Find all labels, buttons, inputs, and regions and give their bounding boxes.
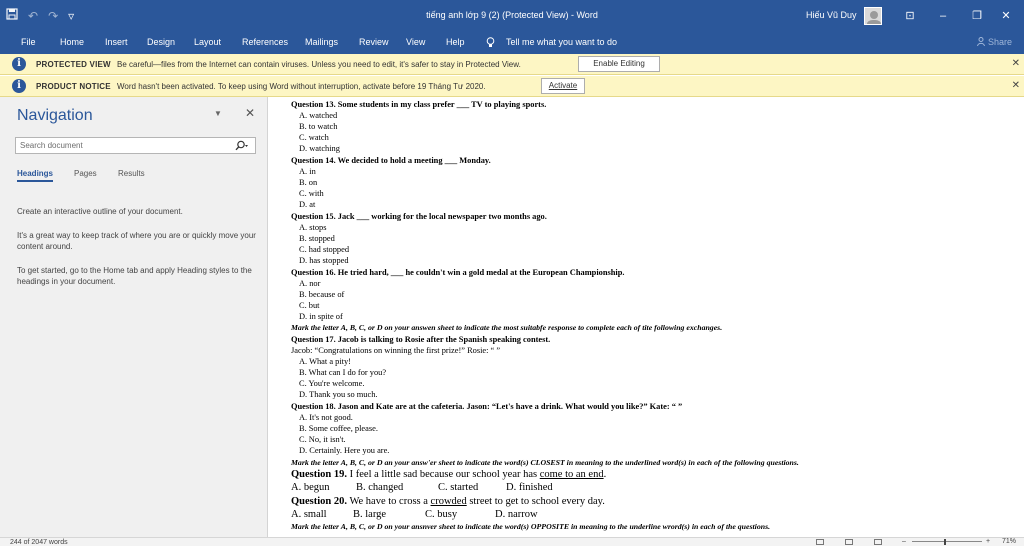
redo-icon[interactable]: ↷ xyxy=(48,8,59,23)
lightbulb-icon xyxy=(486,37,495,50)
minimize-button[interactable]: – xyxy=(939,10,947,22)
tab-mailings[interactable]: Mailings xyxy=(305,37,339,47)
enable-editing-button[interactable]: Enable Editing xyxy=(578,56,660,72)
nav-tab-headings[interactable]: Headings xyxy=(17,169,53,182)
search-input[interactable] xyxy=(15,137,256,154)
answer-options-row xyxy=(291,481,553,494)
underlined-phrase: crowded xyxy=(430,496,467,507)
zoom-out-button[interactable]: – xyxy=(902,538,906,545)
answer-option: C. busy xyxy=(425,509,458,520)
info-icon: i xyxy=(12,57,26,71)
answer-option: A. in xyxy=(299,167,316,176)
share-label: Share xyxy=(987,37,1012,47)
answer-option: B. to watch xyxy=(299,122,338,131)
question-text: street to get to school every day. xyxy=(466,496,605,507)
avatar[interactable] xyxy=(864,7,882,25)
instruction-text: Mark the letter A, B, C, or D on your answen sheet to indicate the most suitabfe response to complete each of tite following exchanges. xyxy=(291,323,723,332)
ribbon-display-options-icon[interactable]: ⊡ xyxy=(905,10,915,22)
protected-view-label: PROTECTED VIEW xyxy=(36,60,111,69)
underlined-phrase: come to an end xyxy=(539,469,604,480)
tell-me-search[interactable]: Tell me what you want to do xyxy=(506,37,618,47)
nav-title: Navigation xyxy=(17,107,93,124)
activate-button[interactable]: Activate xyxy=(541,78,585,94)
document-area[interactable] xyxy=(269,97,1024,537)
answer-option: C. You're welcome. xyxy=(299,379,365,388)
print-layout-icon[interactable] xyxy=(845,539,853,545)
answer-option: D. Certainly. Here you are. xyxy=(299,446,390,455)
ribbon-tabs xyxy=(0,32,1024,54)
share-button[interactable] xyxy=(977,37,1012,47)
read-mode-icon[interactable] xyxy=(816,539,824,545)
close-notice-icon[interactable]: ✕ xyxy=(1011,80,1020,91)
answer-option: B. Some coffee, please. xyxy=(299,424,378,433)
tab-help[interactable]: Help xyxy=(446,37,465,47)
answer-option: D. at xyxy=(299,200,316,209)
answer-option: D. has stopped xyxy=(299,256,349,265)
answer-option: C. but xyxy=(299,301,320,310)
product-notice-message: Word hasn't been activated. To keep using Word without interruption, activate before 19 Tháng Tư 2020. xyxy=(117,82,486,91)
answer-option: B. on xyxy=(299,178,318,187)
question-text: I feel a little sad because our school year has xyxy=(347,469,540,480)
undo-icon[interactable]: ↶ xyxy=(28,8,39,23)
question-15: Question 15. Jack ___ working for the local newspaper two months ago. xyxy=(291,212,547,221)
instruction-text: Mark the letter A, B, C, or D an your answ'er sheet to indicate the word(s) CLOSEST in meaning to the underlined word(s) in each of the following questions. xyxy=(291,458,799,467)
zoom-level[interactable]: 71% xyxy=(1001,538,1016,545)
search-icon[interactable] xyxy=(235,140,249,153)
question-label: Question 20. xyxy=(291,496,348,507)
close-button[interactable]: ✕ xyxy=(1001,10,1011,22)
zoom-in-button[interactable]: + xyxy=(986,538,991,545)
question-label: Question 19. xyxy=(291,469,348,480)
web-layout-icon[interactable] xyxy=(874,539,882,545)
product-notice-label: PRODUCT NOTICE xyxy=(36,82,111,91)
nav-help-text: It's a great way to keep track of where you are or quickly move your content around. xyxy=(17,231,256,251)
tab-home[interactable]: Home xyxy=(60,37,85,47)
answer-option: B. large xyxy=(353,509,387,520)
nav-help-text: Create an interactive outline of your document. xyxy=(17,207,183,216)
question-13: Question 13. Some students in my class prefer ___ TV to playing sports. xyxy=(291,100,547,109)
product-notice-bar xyxy=(0,76,1024,97)
search-placeholder: Search document xyxy=(20,141,83,150)
question-16: Question 16. He tried hard, ___ he couldn't win a gold medal at the European Championship. xyxy=(291,268,625,277)
question-text: We have to cross a xyxy=(347,496,431,507)
user-name[interactable]: Hiếu Vũ Duy xyxy=(806,10,857,20)
nav-options-icon[interactable]: ▼ xyxy=(214,109,222,118)
zoom-slider[interactable] xyxy=(912,541,982,542)
close-notice-icon[interactable]: ✕ xyxy=(1011,58,1020,69)
answer-option: D. Thank you so much. xyxy=(299,390,378,399)
answer-option: B. stopped xyxy=(299,234,335,243)
protected-view-bar xyxy=(0,54,1024,75)
answer-option: D. finished xyxy=(506,482,553,493)
instruction-text: Mark the letter A, B, C, or D on your ansnver sheet to indicate the word(s) OPPOSITE in meaning to the underline wrord(s) in each of the questions. xyxy=(291,522,771,531)
answer-option: D. watching xyxy=(299,144,340,153)
word-count[interactable]: 244 of 2047 words xyxy=(10,539,68,546)
nav-close-icon[interactable]: ✕ xyxy=(245,106,256,120)
answer-option: D. narrow xyxy=(495,509,538,520)
nav-tab-pages[interactable]: Pages xyxy=(74,169,97,178)
dialogue-line: Jacob: “Congratulations on winning the first prize!” Rosie: “ ” xyxy=(291,346,501,355)
answer-option: A. begun xyxy=(291,482,330,493)
question-18: Question 18. Jason and Kate are at the cafeteria. Jason: “Let's have a drink. What would you like?” Kate: “ ” xyxy=(291,402,683,411)
answer-option: C. watch xyxy=(299,133,329,142)
answer-options-row xyxy=(291,508,538,521)
answer-option: B. What can I do for you? xyxy=(299,368,387,377)
question-text: . xyxy=(603,469,607,480)
tab-view[interactable]: View xyxy=(406,37,426,47)
answer-option: C. No, it isn't. xyxy=(299,435,346,444)
answer-option: A. stops xyxy=(299,223,327,232)
status-bar xyxy=(0,537,1024,546)
answer-option: C. had stopped xyxy=(299,245,350,254)
info-icon: i xyxy=(12,79,26,93)
window-title: tiếng anh lớp 9 (2) (Protected View) - Word xyxy=(426,10,598,20)
answer-option: A. watched xyxy=(299,111,338,120)
question-14: Question 14. We decided to hold a meeting ___ Monday. xyxy=(291,156,491,165)
restore-button[interactable]: ❐ xyxy=(972,10,982,22)
answer-option: A. nor xyxy=(299,279,321,288)
tab-layout[interactable]: Layout xyxy=(194,37,222,47)
answer-option: D. in spite of xyxy=(299,312,343,321)
answer-option: A. small xyxy=(291,509,327,520)
question-19 xyxy=(291,468,606,481)
customize-toolbar-icon[interactable]: ▿ xyxy=(68,8,75,23)
answer-option: A. It's not good. xyxy=(299,413,353,422)
zoom-slider-thumb[interactable] xyxy=(944,539,946,545)
tab-review[interactable]: Review xyxy=(359,37,389,47)
tab-insert[interactable]: Insert xyxy=(105,37,128,47)
protected-view-message: Be careful—files from the Internet can contain viruses. Unless you need to edit, it's safer to stay in Protected View. xyxy=(117,60,521,69)
answer-option: B. changed xyxy=(356,482,404,493)
question-17: Question 17. Jacob is talking to Rosie after the Spanish speaking contest. xyxy=(291,335,551,344)
title-bar xyxy=(0,0,1024,32)
answer-option: C. with xyxy=(299,189,324,198)
navigation-pane xyxy=(0,97,268,537)
answer-option: C. started xyxy=(438,482,479,493)
answer-option: B. because of xyxy=(299,290,345,299)
tab-file[interactable]: File xyxy=(21,37,36,47)
nav-help-text: To get started, go to the Home tab and apply Heading styles to the headings in your document. xyxy=(17,266,252,286)
question-20 xyxy=(291,495,605,508)
nav-tab-results[interactable]: Results xyxy=(118,169,145,178)
answer-option: A. What a pity! xyxy=(299,357,351,366)
tab-references[interactable]: References xyxy=(242,37,289,47)
tab-design[interactable]: Design xyxy=(147,37,176,47)
